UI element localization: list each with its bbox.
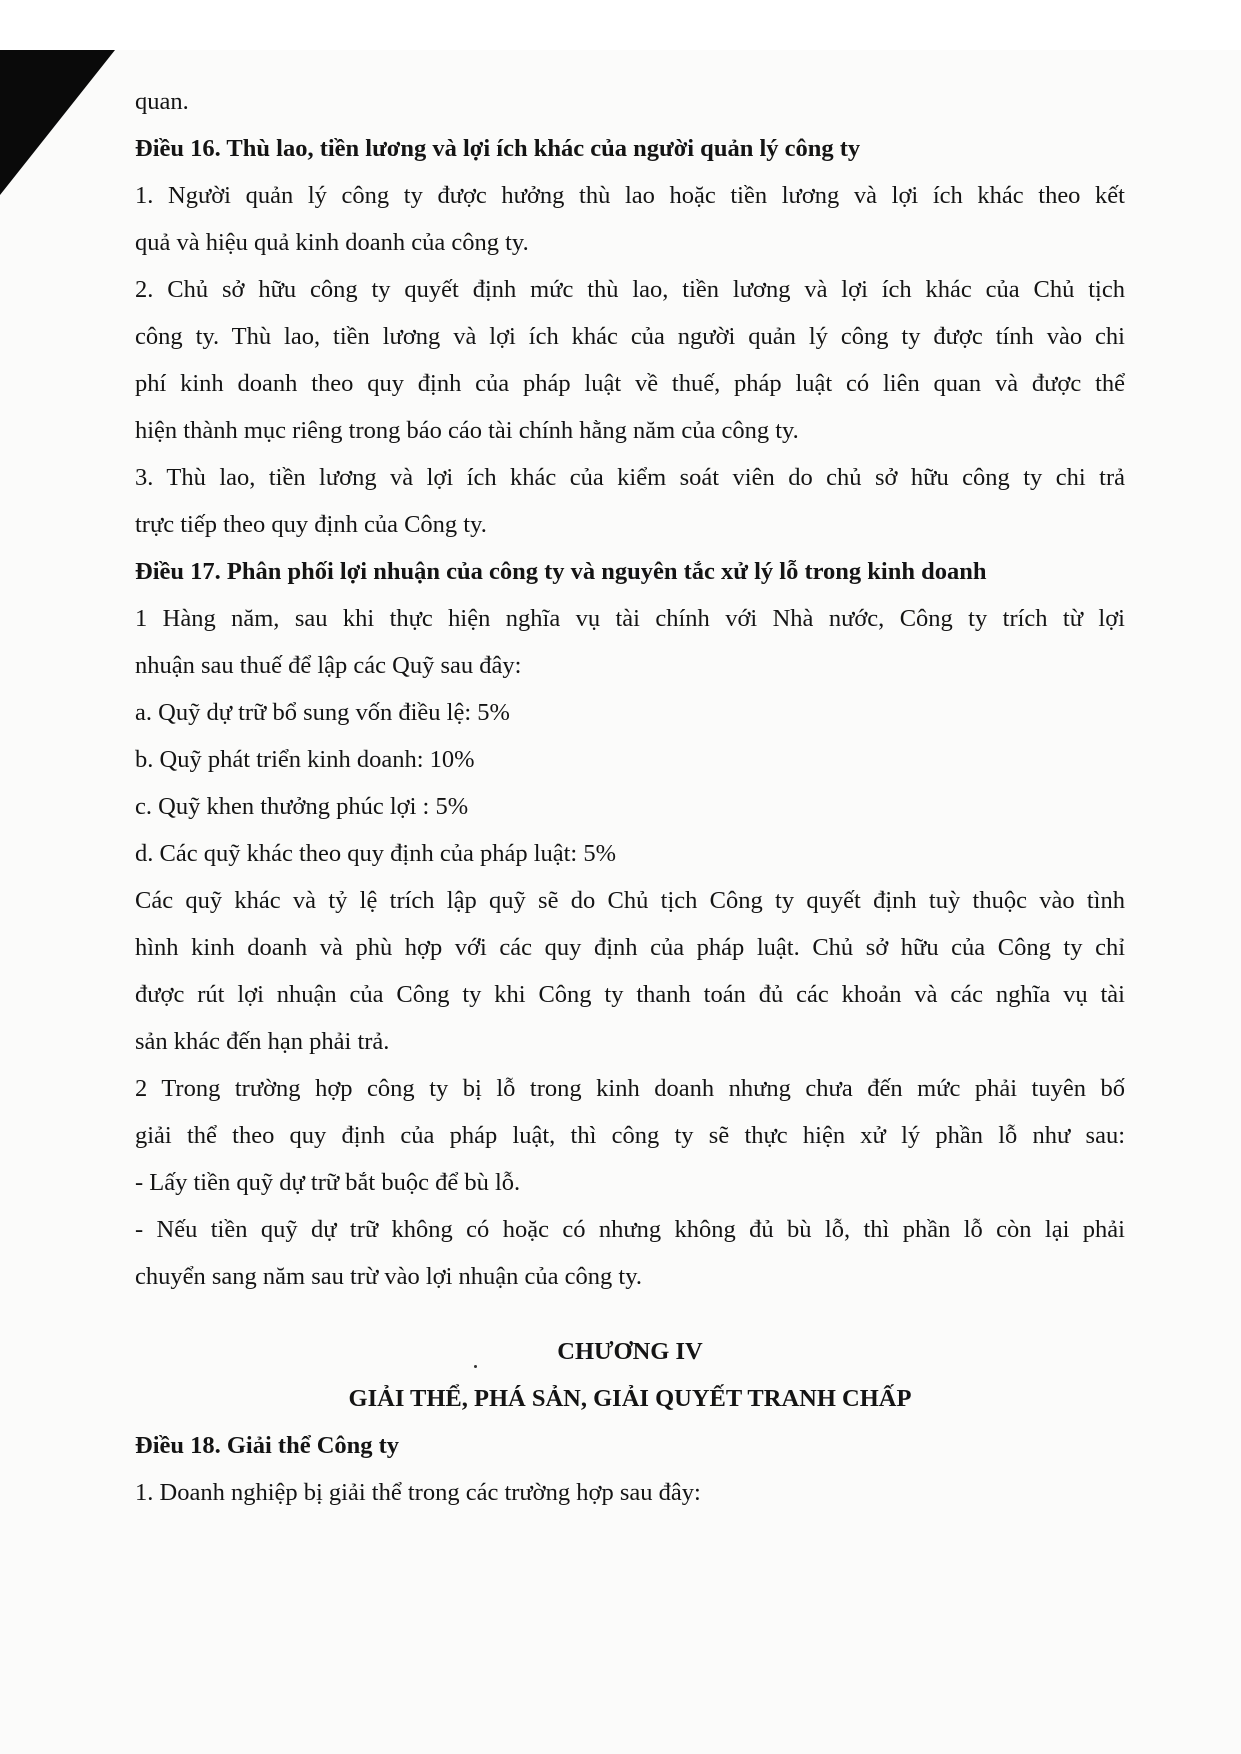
scan-corner-shadow [0,50,115,195]
article-heading: Điều 16. Thù lao, tiền lương và lợi ích khác của người quản lý công ty [135,135,861,162]
document-body [135,78,1125,1516]
paragraph-line: b. Quỹ phát triển kinh doanh: 10% [135,746,475,773]
paragraph-line: a. Quỹ dự trữ bổ sung vốn điều lệ: 5% [135,699,510,726]
paragraph-line: được rút lợi nhuận của Công ty khi Công ty thanh toán đủ các khoản và các nghĩa vụ tài [135,981,1125,1008]
paragraph-line: Các quỹ khác và tỷ lệ trích lập quỹ sẽ do Chủ tịch Công ty quyết định tuỳ thuộc vào tình [135,887,1125,914]
paragraph-line: sản khác đến hạn phải trả. [135,1028,390,1055]
paragraph-line: d. Các quỹ khác theo quy định của pháp luật: 5% [135,840,617,867]
section-gap [135,1300,1125,1328]
paragraph-line: trực tiếp theo quy định của Công ty. [135,511,487,538]
article-heading: Điều 18. Giải thể Công ty [135,1432,400,1459]
scan-top-margin [0,0,1241,50]
article-heading: Điều 17. Phân phối lợi nhuận của công ty và nguyên tắc xử lý lỗ trong kinh doanh [135,558,987,585]
paragraph-line: 1. Doanh nghiệp bị giải thể trong các trường hợp sau đây: [135,1479,701,1506]
paragraph-line: chuyển sang năm sau trừ vào lợi nhuận của công ty. [135,1263,643,1290]
paragraph-line: hiện thành mục riêng trong báo cáo tài chính hằng năm của công ty. [135,417,799,444]
paragraph-line: giải thể theo quy định của pháp luật, thì công ty sẽ thực hiện xử lý phần lỗ như sau: [135,1122,1125,1149]
paragraph-line: 2. Chủ sở hữu công ty quyết định mức thù lao, tiền lương và lợi ích khác của Chủ tịch [135,276,1125,303]
paragraph-line: 2 Trong trường hợp công ty bị lỗ trong kinh doanh nhưng chưa đến mức phải tuyên bố [135,1075,1125,1102]
paragraph-line: 1. Người quản lý công ty được hưởng thù lao hoặc tiền lương và lợi ích khác theo kết [135,182,1125,209]
paragraph-line: phí kinh doanh theo quy định của pháp luật về thuế, pháp luật có liên quan và được thể [135,370,1125,397]
paragraph-line: c. Quỹ khen thưởng phúc lợi : 5% [135,793,469,820]
paragraph-line: quả và hiệu quả kinh doanh của công ty. [135,229,529,256]
paragraph-line: 3. Thù lao, tiền lương và lợi ích khác của kiểm soát viên do chủ sở hữu công ty chi trả [135,464,1125,491]
paragraph-line: công ty. Thù lao, tiền lương và lợi ích khác của người quản lý công ty được tính vào chi [135,323,1125,350]
chapter-title: GIẢI THỂ, PHÁ SẢN, GIẢI QUYẾT TRANH CHẤP [348,1385,912,1412]
paragraph-line: - Lấy tiền quỹ dự trữ bắt buộc để bù lỗ. [135,1169,521,1196]
paragraph-line: hình kinh doanh và phù hợp với các quy định của pháp luật. Chủ sở hữu của Công ty chỉ [135,934,1125,961]
paragraph-line: nhuận sau thuế để lập các Quỹ sau đây: [135,652,522,679]
paragraph-line: - Nếu tiền quỹ dự trữ không có hoặc có nhưng không đủ bù lỗ, thì phần lỗ còn lại phải [135,1216,1125,1243]
chapter-title: CHƯƠNG IV [557,1338,703,1365]
paragraph-line: 1 Hàng năm, sau khi thực hiện nghĩa vụ tài chính với Nhà nước, Công ty trích từ lợi [135,605,1125,632]
paragraph-line: quan. [135,88,189,115]
